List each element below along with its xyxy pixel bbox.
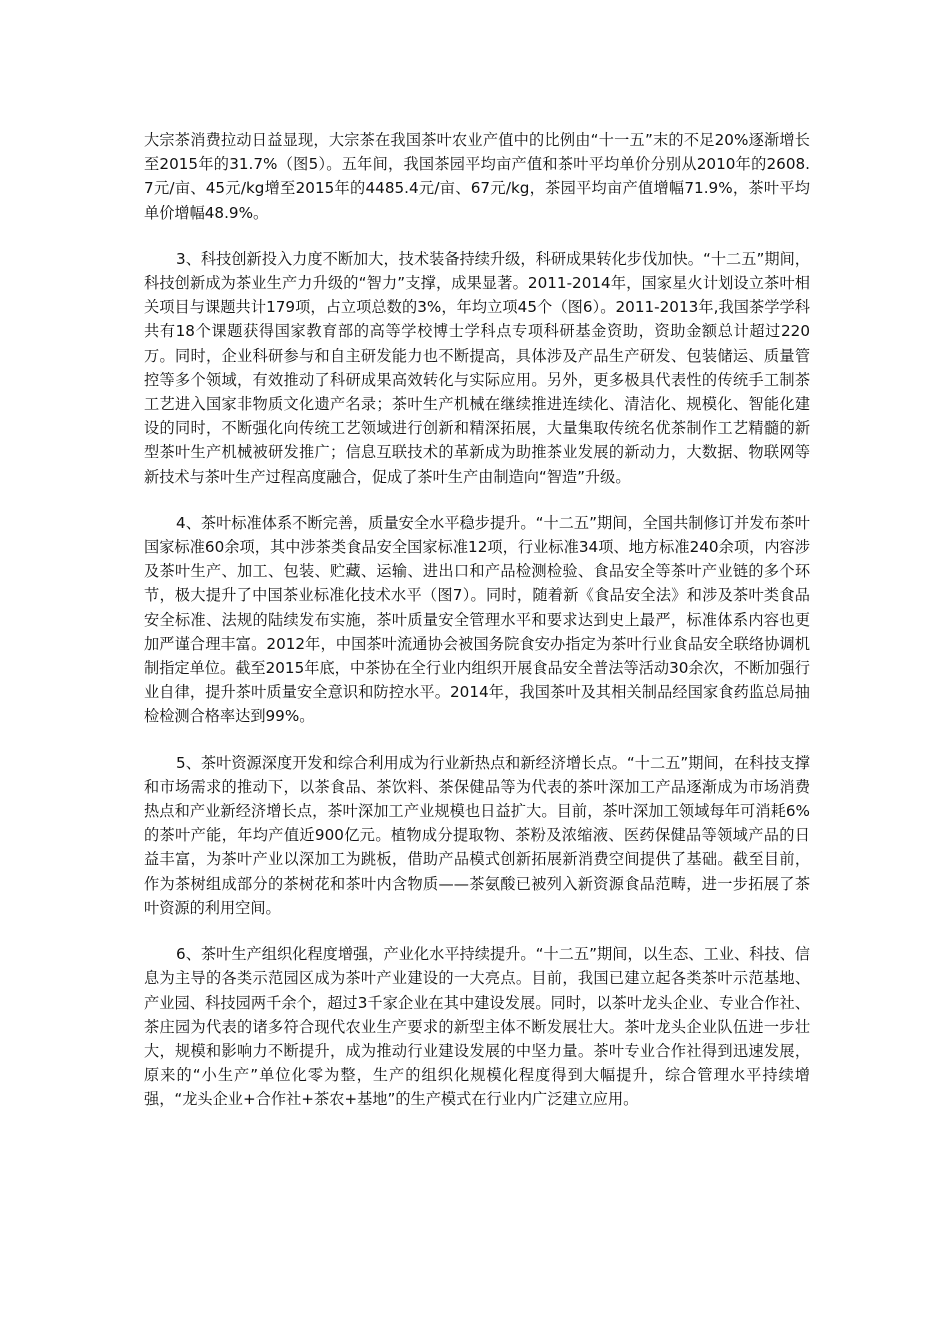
- paragraph-gap: [144, 225, 810, 247]
- paragraph-section-4: 4、茶叶标准体系不断完善，质量安全水平稳步提升。“十二五”期间，全国共制修订并发布茶叶国家标准60余项，其中涉茶类食品安全国家标准12项，行业标准34项、地方标准240余项，内容涉及茶叶生产、加工、包装、贮藏、运输、进出口和产品检测检验、食品安全等茶叶产业链的多个环节，极大提升了中国茶业标准化技术水平（图7）。同时，随着新《食品安全法》和涉及茶叶类食品安全标准、法规的陆续发布实施，茶叶质量安全管理水平和要求达到史上最严，标准体系内容也更加严谨合理丰富。2012年，中国茶叶流通协会被国务院食安办指定为茶叶行业食品安全联络协调机制指定单位。截至2015年底，中茶协在全行业内组织开展食品安全普法等活动30余次，不断加强行业自律，提升茶叶质量安全意识和防控水平。2014年，我国茶叶及其相关制品经国家食药监总局抽检检测合格率达到99%。: [144, 513, 810, 726]
- paragraph-section-5: 5、茶叶资源深度开发和综合利用成为行业新热点和新经济增长点。“十二五”期间，在科技支撑和市场需求的推动下，以茶食品、茶饮料、茶保健品等为代表的茶叶深加工产品逐渐成为市场消费热点和产业新经济增长点，茶叶深加工产业规模也日益扩大。目前，茶叶深加工领域每年可消耗6%的茶叶产能，年均产值近900亿元。植物成分提取物、茶粉及浓缩液、医药保健品等领域产品的日益丰富，为茶叶产业以深加工为跳板，借助产品模式创新拓展新消费空间提供了基础。截至目前，作为茶树组成部分的茶树花和茶叶内含物质——茶氨酸已被列入新资源食品范畴，进一步拓展了茶叶资源的利用空间。: [144, 753, 810, 917]
- paragraph-section-3: 3、科技创新投入力度不断加大，技术装备持续升级，科研成果转化步伐加快。“十二五”期间，科技创新成为茶业生产力升级的“智力”支撑，成果显著。2011-2014年，国家星火计划设立茶叶相关项目与课题共计179项，占立项总数的3%，年均立项45个（图6）。2011-2013年,我国茶学学科共有18个课题获得国家教育部的高等学校博士学科点专项科研基金资助，资助金额总计超过220万。同时，企业科研参与和自主研发能力也不断提高，具体涉及产品生产研发、包装储运、质量管控等多个领域，有效推动了科研成果高效转化与实际应用。另外，更多极具代表性的传统手工制茶工艺进入国家非物质文化遗产名录；茶叶生产机械在继续推进连续化、清洁化、规模化、智能化建设的同时，不断强化向传统工艺领域进行创新和精深拓展，大量集取传统名优茶制作工艺精髓的新型茶叶生产机械被研发推广；信息互联技术的革新成为助推茶业发展的新动力，大数据、物联网等新技术与茶叶生产过程高度融合，促成了茶叶生产由制造向“智造”升级。: [144, 249, 810, 486]
- paragraph-continued: 大宗茶消费拉动日益显现，大宗茶在我国茶叶农业产值中的比例由“十一五”末的不足20%逐渐增长至2015年的31.7%（图5）。五年间，我国茶园平均亩产值和茶叶平均单价分别从2010年的2608.7元/亩、45元/kg增至2015年的4485.4元/亩、67元/kg，茶园平均亩产值增幅71.9%，茶叶平均单价增幅48.9%。: [144, 131, 810, 222]
- paragraph-gap: [144, 920, 810, 942]
- paragraph-gap: [144, 489, 810, 511]
- paragraph-gap: [144, 729, 810, 751]
- paragraph-section-6: 6、茶叶生产组织化程度增强，产业化水平持续提升。“十二五”期间，以生态、工业、科技、信息为主导的各类示范园区成为茶叶产业建设的一大亮点。目前，我国已建立起各类茶叶示范基地、产业园、科技园两千余个，超过3千家企业在其中建设发展。同时，以茶叶龙头企业、专业合作社、茶庄园为代表的诸多符合现代农业生产要求的新型主体不断发展壮大。茶叶龙头企业队伍进一步壮大，规模和影响力不断提升，成为推动行业建设发展的中坚力量。茶叶专业合作社得到迅速发展，原来的“小生产”单位化零为整，生产的组织化规模化程度得到大幅提升，综合管理水平持续增强，“龙头企业+合作社+茶农+基地”的生产模式在行业内广泛建立应用。: [144, 945, 810, 1109]
